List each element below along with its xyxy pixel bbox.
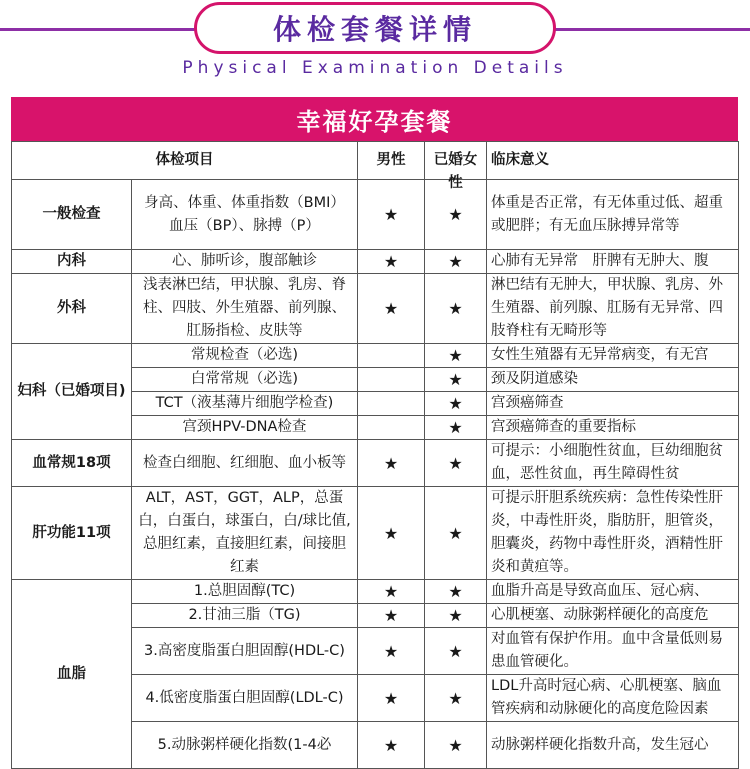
meaning-cell: [487, 440, 739, 487]
female-mark-cell-text: ★: [448, 582, 463, 601]
female-mark-cell: [425, 368, 487, 392]
meaning-cell-text: 可提示：小细胞性贫血，巨幼细胞贫血，恶性贫血，再生障碍性贫: [491, 443, 723, 482]
page-title: 体检套餐详情: [272, 13, 477, 46]
female-mark-cell: [425, 487, 487, 580]
female-mark-cell: [425, 580, 487, 604]
male-mark-cell-text: ★: [383, 205, 399, 224]
meaning-cell-text: 淋巴结有无肿大，甲状腺、乳房、外生殖器、前列腺、肛肠有无异常、四肢脊柱有无畸形等: [491, 277, 723, 339]
col-header-item: 体检项目: [12, 142, 358, 180]
male-mark-cell-text: ★: [383, 641, 399, 661]
female-mark-cell-text: ★: [448, 606, 463, 625]
exam-item-cell: [132, 274, 358, 344]
female-mark-cell-text: ★: [448, 299, 463, 318]
category-cell: 血常规18项: [12, 440, 132, 487]
col-header-meaning: 临床意义: [487, 142, 739, 180]
meaning-cell: [487, 180, 739, 250]
exam-item-cell: [132, 180, 358, 250]
exam-item-cell-text: 1.总胆固醇(TC): [193, 583, 296, 599]
male-mark-cell-text: ★: [383, 735, 399, 755]
female-mark-cell: [425, 274, 487, 344]
meaning-cell: [487, 416, 739, 440]
exam-item-cell: [132, 580, 358, 604]
exam-item-cell-text: 5.动脉粥样硬化指数(1-4必: [157, 736, 332, 753]
meaning-cell-text: 动脉粥样硬化指数升高，发生冠心: [491, 736, 709, 753]
male-mark-cell: [358, 274, 425, 344]
exam-item-cell: [132, 604, 358, 628]
female-mark-cell-text: ★: [448, 370, 463, 389]
meaning-cell: [487, 580, 739, 604]
meaning-cell-text: 女性生殖器有无异常病变，有无宫: [491, 347, 709, 363]
female-mark-cell-text: ★: [448, 346, 463, 365]
male-mark-cell-text: ★: [383, 688, 399, 708]
exam-item-cell-text: 浅表淋巴结，甲状腺、乳房、脊柱、四肢、外生殖器、前列腺、肛肠指检、皮肤等: [143, 277, 346, 339]
exam-item-cell-text: 检查白细胞、红细胞、血小板等: [143, 454, 346, 471]
female-mark-cell: [425, 392, 487, 416]
meaning-cell-text: LDL升高时冠心病、心肌梗塞、脑血管疾病和动脉硬化的高度危险因素: [491, 678, 722, 717]
exam-item-cell-text: TCT（液基薄片细胞学检查): [155, 395, 334, 411]
meaning-cell-text: 可提示肝胆系统疾病：急性传染性肝炎，中毒性肝炎，脂肪肝，胆管炎，胆囊炎，药物中毒性肝炎，酒精性肝炎和黄疸等。: [491, 490, 723, 575]
female-mark-cell-text: ★: [448, 205, 463, 224]
exam-item-cell-text: 常规检查（必选): [190, 347, 299, 363]
col-header-male: 男性: [358, 142, 425, 180]
exam-item-cell-text: 宫颈HPV-DNA检查: [182, 419, 307, 435]
male-mark-cell: [358, 675, 425, 722]
male-mark-cell-text: ★: [383, 523, 399, 543]
male-mark-cell: [358, 250, 425, 274]
meaning-cell: [487, 250, 739, 274]
table-row: [12, 487, 739, 580]
category-cell: 一般检查: [12, 180, 132, 250]
male-mark-cell: [358, 416, 425, 440]
male-mark-cell-text: ★: [383, 299, 399, 318]
table-row: [12, 180, 739, 250]
male-mark-cell: [358, 440, 425, 487]
male-mark-cell: [358, 344, 425, 368]
female-mark-cell: [425, 416, 487, 440]
table-body: [12, 180, 739, 769]
exam-item-cell-text: ALT，AST，GGT，ALP，总蛋白，白蛋白，球蛋白，白/球比值,总胆红素，直接胆红素，间接胆红素: [138, 490, 351, 575]
male-mark-cell: [358, 580, 425, 604]
female-mark-cell: [425, 440, 487, 487]
table-header-row: [12, 142, 739, 180]
package-name-bar: 幸福好孕套餐: [11, 97, 738, 141]
category-cell: 内科: [12, 250, 132, 274]
female-mark-cell-text: ★: [448, 523, 463, 543]
table-row: [12, 580, 739, 604]
exam-item-cell: [132, 675, 358, 722]
table-row: [12, 344, 739, 368]
male-mark-cell: [358, 392, 425, 416]
female-mark-cell: [425, 675, 487, 722]
exam-item-cell-text: 4.低密度脂蛋白胆固醇(LDL-C): [145, 689, 344, 706]
female-mark-cell-text: ★: [448, 394, 463, 413]
male-mark-cell-text: ★: [383, 252, 399, 271]
exam-item-cell: [132, 440, 358, 487]
meaning-cell-text: 血脂升高是导致高血压、冠心病、: [491, 583, 709, 599]
header-line-left: [0, 28, 200, 31]
female-mark-cell-text: ★: [448, 453, 463, 473]
category-cell: 血脂: [12, 580, 132, 769]
exam-item-cell: [132, 344, 358, 368]
exam-item-cell: [132, 628, 358, 675]
meaning-cell: [487, 487, 739, 580]
male-mark-cell: [358, 180, 425, 250]
male-mark-cell: [358, 722, 425, 769]
meaning-cell: [487, 675, 739, 722]
exam-table: [11, 141, 739, 769]
meaning-cell-text: 宫颈癌筛查的重要指标: [491, 419, 636, 435]
table-row: [12, 440, 739, 487]
male-mark-cell: [358, 604, 425, 628]
female-mark-cell-text: ★: [448, 688, 463, 708]
exam-item-cell-text: 身高、体重、体重指数（BMI） 血压（BP）、脉搏（P）: [144, 194, 345, 234]
meaning-cell-text: 颈及阴道感染: [491, 371, 578, 387]
exam-item-cell: [132, 487, 358, 580]
exam-item-cell-text: 3.高密度脂蛋白胆固醇(HDL-C): [144, 642, 345, 659]
meaning-cell: [487, 368, 739, 392]
exam-item-cell-text: 心、肺听诊，腹部触诊: [172, 253, 317, 269]
male-mark-cell: [358, 368, 425, 392]
table-row: [12, 274, 739, 344]
meaning-cell: [487, 722, 739, 769]
exam-item-cell-text: 2.甘油三脂（TG): [188, 607, 301, 623]
meaning-cell-text: 对血管有保护作用。血中含量低则易患血管硬化。: [491, 631, 723, 670]
exam-item-cell-text: 白常常规（必选): [190, 371, 299, 387]
female-mark-cell-text: ★: [448, 418, 463, 437]
col-header-female-text: 已婚女性: [433, 152, 478, 191]
female-mark-cell: [425, 250, 487, 274]
exam-item-cell: [132, 392, 358, 416]
header-line-right: [552, 28, 750, 31]
meaning-cell-text: 宫颈癌筛查: [491, 395, 564, 411]
exam-item-cell: [132, 368, 358, 392]
female-mark-cell: [425, 604, 487, 628]
meaning-cell: [487, 344, 739, 368]
category-cell: 外科: [12, 274, 132, 344]
female-mark-cell: [425, 628, 487, 675]
category-cell: 肝功能11项: [12, 487, 132, 580]
meaning-cell: [487, 274, 739, 344]
page-subtitle: Physical Examination Details: [182, 58, 568, 78]
header-pill: [194, 2, 556, 54]
male-mark-cell-text: ★: [383, 582, 399, 601]
female-mark-cell-text: ★: [448, 641, 463, 661]
exam-item-cell: [132, 722, 358, 769]
female-mark-cell: [425, 344, 487, 368]
exam-item-cell: [132, 250, 358, 274]
exam-item-cell: [132, 416, 358, 440]
meaning-cell-text: 心肺有无异常 肝脾有无肿大、腹: [491, 253, 709, 269]
meaning-cell: [487, 604, 739, 628]
male-mark-cell: [358, 487, 425, 580]
male-mark-cell: [358, 628, 425, 675]
female-mark-cell: [425, 722, 487, 769]
meaning-cell-text: 体重是否正常，有无体重过低、超重或肥胖；有无血压脉搏异常等: [491, 194, 723, 234]
male-mark-cell-text: ★: [383, 453, 399, 473]
female-mark-cell-text: ★: [448, 735, 463, 755]
table-row: [12, 250, 739, 274]
col-header-female: [425, 142, 487, 191]
meaning-cell: [487, 628, 739, 675]
meaning-cell-text: 心肌梗塞、动脉粥样硬化的高度危: [491, 607, 709, 623]
category-cell: 妇科（已婚项目): [12, 344, 132, 440]
male-mark-cell-text: ★: [383, 606, 399, 625]
meaning-cell: [487, 392, 739, 416]
female-mark-cell-text: ★: [448, 252, 463, 271]
